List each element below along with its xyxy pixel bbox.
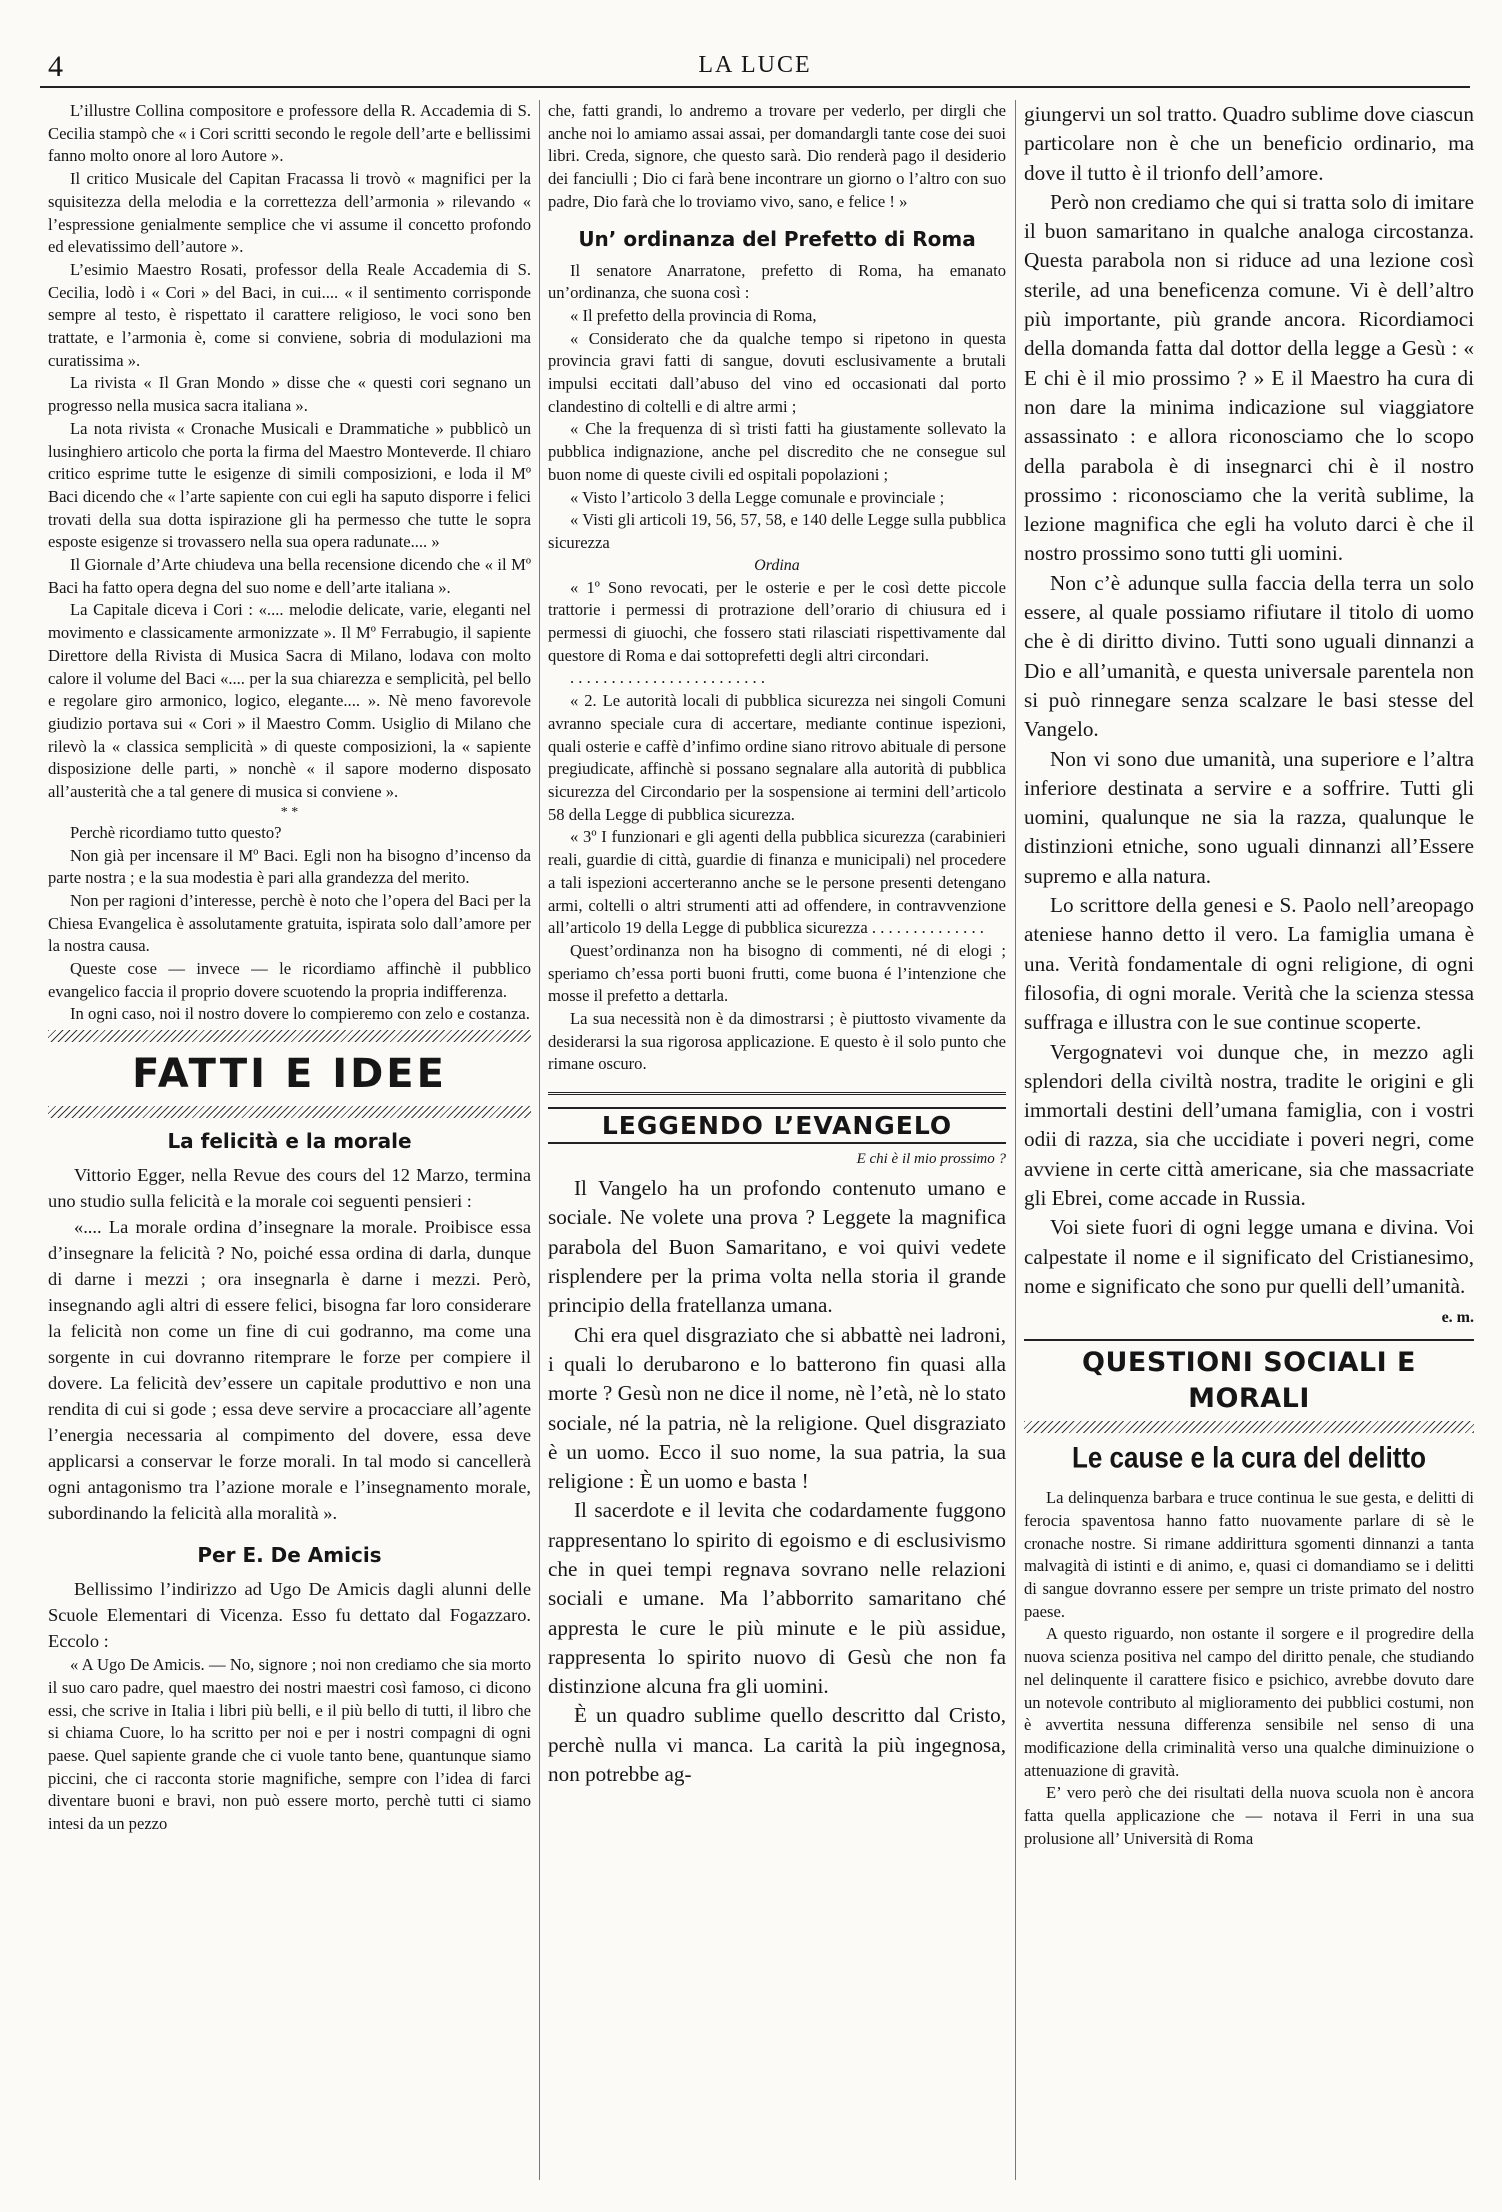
paragraph: Lo scrittore della genesi e S. Paolo nell’areopago ateniese hanno detto il vero. La famiglia umana è una. Verità fondamentale di ogni religione, di ogni filosofia, di ogni morale. Verità che la scienza stessa suffraga e illustra con le sue continue scoperte. [1024,893,1474,1035]
baci-article [48,100,531,1026]
paragraph: « Che la frequenza di sì tristi fatti ha giustamente sollevato la pubblica indignazione, anche pel discredito che ne consegue sul buon nome di queste civili ed ospitali popolazioni ; [548,419,1006,484]
paragraph: Però non crediamo che qui si tratta solo di imitare il buon samaritano in qualche analoga circostanza. Questa parabola non si riduce ad una lezione così sterile, ad una beneficenza comune. Vi è dell’altro più importante, più grande ancora. Ricordiamoci della domanda fatta dal dottor della legge a Gesù : « E chi è il mio prossimo ? » E il Maestro ha cura di non dare la minima indicazione sul viaggiatore assassinato : e allora riconosciamo che lo scopo della parabola è di insegnarci chi è il nostro prossimo : riconosciamo che la verità sublime, la lezione magnifica che egli ha voluto darci è che il nostro prossimo sono tutti gli uomini. [1024,189,1474,566]
section-title-fatti-e-idee: FATTI E IDEE [132,1051,447,1098]
section-rule [548,1092,1006,1095]
paragraph: La Capitale diceva i Cori : «.... melodie delicate, varie, eleganti nel movimento e classicamente armonizzate ». Il Mº Ferrabugio, il sapiente Direttore della Rivista di Musica Sacra di Milano, lodava con molto calore il volume del Baci «.... per la sua chiarezza e semplicità, pel bello e regolare giro armonico, logico, elegante.... ». Nè meno favorevole giudizio portava sui « Cori » il Maestro Comm. Usiglio di Milano che rilevò la « classica semplicità » di queste composizioni, la « sapiente disposizione delle parti, » nonchè « il sapore moderno disposato all’austerità che a tal genere di musica si conviene ». [48,600,531,802]
paragraph: giungervi un sol tratto. Quadro sublime dove ciascun particolare non è che un beneficio ordinario, ma dove il tutto è il trionfo dell’amore. [1024,102,1474,185]
article-title-leggendo: LEGGENDO L’EVANGELO [548,1107,1006,1144]
paragraph: Queste cose — invece — le ricordiamo affinchè il pubblico evangelico faccia il proprio dovere scuotendo la propria indifferenza. [48,959,531,1001]
column-divider [539,100,540,2180]
paragraph: Non c’è adunque sulla faccia della terra un solo essere, al quale possiamo rifiutare il titolo di uomo che è di diritto divino. Tutti sono uguali dinnanzi a Dio e all’umanità, e questa universale parentela non si può rinnegare senza scalzare le basi stesse del Vangelo. [1024,570,1474,742]
page-header [40,50,1470,90]
paragraph: Non vi sono due umanità, una superiore e l’altra inferiore destinata a servire e a soffrire. Tutti gli uomini, qualunque ne sia la razza, qualunque le distinzioni etniche, sono uguali dinnanzi all’Essere supremo e alla natura. [1024,746,1474,888]
column-divider [1015,100,1016,2180]
paragraph: La sua necessità non è da dimostrarsi ; è piuttosto vivamente da desiderarsi la sua rigorosa applicazione. E questo è il solo punto che rimane oscuro. [548,1009,1006,1074]
section-stars: * * [280,804,299,820]
paragraph: Perchè ricordiamo tutto questo? [70,822,282,842]
article-title-ordinanza: Un’ ordinanza del Prefetto di Roma [578,226,976,251]
paragraph: Il senatore Anarratone, prefetto di Roma, ha emanato un’ordinanza, che suona così : [548,260,1006,303]
article-title-amicis: Per E. De Amicis [197,1543,382,1568]
paragraph: Non già per incensare il Mº Baci. Egli non ha bisogno d’incenso da parte nostra ; e la sua modestia è pari alla grandezza del merito. [48,845,531,888]
paragraph: La rivista « Il Gran Mondo » disse che « questi cori segnano un progresso nella musica sacra italiana ». [48,373,531,416]
paragraph: Il sacerdote e il levita che codardamente fuggono rappresentano lo spirito di egoismo e di esclusivismo che in quei tempi regnava sovrano nelle relazioni sociali e umane. Ma l’abborrito samaritano ché appresta le cure le più minute e le più assidue, rappresenta lo spirito nuovo di Gesù che non fa distinzione alcuna fra gli uomini. [548,1498,1006,1699]
paragraph: E’ vero però che dei risultati della nuova scuola non è ancora fatta quella applicazione che — notava il Ferri in una sua prolusione all’ Università di Roma [1024,1783,1474,1848]
paragraph: « Visti gli articoli 19, 56, 57, 58, e 140 delle Legge sulla pubblica sicurezza [548,510,1006,552]
paragraph: Voi siete fuori di ogni legge umana e divina. Voi calpestate il nome e il significato del Cristianesimo, nome e significato che sono pur quelli dell’umanità. [1024,1215,1474,1298]
paragraph: È un quadro sublime quello descritto dal Cristo, perchè nulla vi manca. La carità la più ingegnosa, non potrebbe ag- [548,1703,1006,1787]
paragraph: che, fatti grandi, lo andremo a trovare per vederlo, per dirgli che anche noi lo amiamo assai assai, per domandargli tante cose dei suoi libri. Creda, signore, che questo sarà. Dio renderà pago il desiderio dei fanciulli ; Dio ci farà bene incontrare un giorno o l’altro con suo padre, Dio farà che lo troviamo vivo, sano, e felice ! » [548,101,1006,211]
paragraph: « Considerato che da qualche tempo si ripetono in questa provincia gravi fatti di sangue, dovuti esclusivamente a brutali impulsi eccitati dall’abuso del vino ed occasionati dal porto clandestino di coltelli e di altre armi ; [548,328,1006,416]
paragraph: « 1º Sono revocati, per le osterie e per le così dette piccole trattorie i permessi di protrazione dell’orario di chiusura ed i permessi di giuochi, che fossero stati rilasciati rispettivamente dal questore di Roma e dai sottoprefetti degli altri circondari. [548,577,1006,665]
author-signature: e. m. [1441,1309,1474,1327]
paragraph: La nota rivista « Cronache Musicali e Drammatiche » pubblicò un lusinghiero articolo che porta la firma del Maestro Monteverde. Il chiaro critico esprime tutte le esigenze di simili composizioni, e loda il Mº Baci dicendo che « l’arte sapiente con cui egli ha saputo disporre i felici trovati della sua dotta ispirazione gli ha permesso che tutte le sopra esposte esigenze si trovassero nella sua opera radunate.... » [48,418,531,552]
wavy-divider [48,1106,531,1118]
paragraph: « Visto l’articolo 3 della Legge comunale e provinciale ; [570,487,945,507]
column-3 [1024,100,1474,2190]
paragraph: Chi era quel disgraziato che si abbattè nei ladroni, i quali lo derubarono e lo batterono fin quasi alla morte ? Gesù non ne dice il nome, nè l’età, nè lo stato sociale, né la patria, nè la religione. Quel disgraziato è un uomo. Ecco il suo nome, la sua patria, la sua religione : È un uomo e basta ! [548,1322,1006,1494]
page-number: 4 [48,50,63,83]
paragraph: «.... La morale ordina d’insegnare la morale. Proibisce essa d’insegnare la felicità ? No, poiché essa ordina di darla, dunque di darne i mezzi ; ora insegnarla è darne i mezzi. Però, insegnando agli altri di essere felici, bisogna far loro considerare la felicità non come un fine di cui godranno, ma come una sorgente in cui dovranno ritemprare le forze per compiere il dovere. La felicità dev’essere un capitale produttivo e non una rendita di cui si gode ; essa deve servire a procacciare all’agente l’energia necessaria al compimento del dovere, essa deve applicarsi a conservar le forze morali. In tal modo si cancellerà ogni antagonismo tra l’azione morale e l’insegnamento morale, subordinando la felicità alla moralità ». [48,1217,531,1524]
wavy-divider [1024,1421,1474,1433]
paragraph: In ogni caso, noi il nostro dovere lo compieremo con zelo e costanza. [70,1004,530,1024]
wavy-divider [48,1030,531,1042]
masthead: LA LUCE [698,52,812,78]
paragraph: « A Ugo De Amicis. — No, signore ; noi non crediamo che sia morto il suo caro padre, quel maestro dei nostri maestri così famoso, ci dicono essi, che scrive in Italia i libri più belli, e il più bello di tutti, il libro che si chiama Cuore, lo ha scritto per noi e per i nostri compagni di ogni paese. Quel sapiente grande che ci vuole tanto bene, quantunque siamo piccini, che ci racconta storie magnifiche, sempre con l’idea di farci diventare buoni e bravi, non può essere morto, perchè tutti ci siamo intesi da un pezzo [48,1655,531,1834]
paragraph: La delinquenza barbara e truce continua le sue gesta, e delitti di ferocia spaventosa hanno fatto nuovamente parlare di sè le cronache nostre. Si rimane addirittura sgomenti dinnanzi a tanta malvagità di istinti e di animo, e, quasi ci domandiamo se i delitti di sangue dovranno essere per sempre un triste primato del nostro paese. [1024,1488,1474,1621]
paragraph: Vergognatevi voi dunque che, in mezzo agli splendori della civiltà nostra, tradite le origini e gli immortali destini dell’umana famiglia, con i vostri odii di razza, sia che uccidiate i poveri negri, come avviene in certe città americane, sia che massacriate gli Ebrei, come accade in Russia. [1024,1039,1474,1210]
paragraph: Non per ragioni d’interesse, perchè è noto che l’opera del Baci per la Chiesa Evangelica è assolutamente gratuita, ispirata solo dall’amore per la nostra causa. [48,890,531,956]
paragraph: « 2. Le autorità locali di pubblica sicurezza nei singoli Comuni avranno speciale cura di accertare, mediante continue ispezioni, quali osterie e caffè d’infimo ordine siano ritrovo abituale di persone pregiudicate, affinchè si possano segnalare alla autorità di pubblica sicurezza del Circondario per la sospensione ai termini dell’articolo 58 della Legge di pubblica sicurezza. [548,691,1006,824]
ellipsis-line: . . . . . . . . . . . . . . . . . . . . . . . . [570,668,765,688]
column-1 [48,100,531,2190]
article-title-felicita: La felicità e la morale [167,1129,412,1154]
header-rule [40,86,1470,88]
ordina-heading: Ordina [754,556,800,574]
column-2 [548,100,1006,2190]
paragraph: Il critico Musicale del Capitan Fracassa li trovò « magnifici per la squisitezza della melodia e la correttezza dell’armonia » rilevando « l’espressione genialmente semplice che vi assume il concetto profondo ed elevatissimo dell’autore ». [48,169,531,257]
section-title-questioni: QUESTIONI SOCIALI E MORALI [1024,1339,1474,1417]
article-title-cause: Le cause e la cura del delitto [1071,1439,1427,1475]
paragraph: L’illustre Collina compositore e professore della R. Accademia di S. Cecilia stampò che « i Cori scritti secondo le regole dell’arte e bellissimi fanno molto onore al loro Autore ». [48,101,531,166]
paragraph: « 3º I funzionari e gli agenti della pubblica sicurezza (carabinieri reali, guardie di città, guardie di finanza e municipali) nel procedere a tali ispezioni accerteranno anche se le persone presenti detengano armi, coltelli o altri strumenti atti ad offendere, in contravvenzione all’articolo 19 della Legge di pubblica sicurezza . . . . . . . . . . . . . . [548,827,1006,938]
paragraph: Il Giornale d’Arte chiudeva una bella recensione dicendo che « il Mº Baci ha fatto opera degna del suo nome e dell’arte italiana ». [48,555,531,597]
paragraph: Vittorio Egger, nella Revue des cours del 12 Marzo, termina uno studio sulla felicità e la morale coi seguenti pensieri : [48,1165,531,1212]
paragraph: L’esimio Maestro Rosati, professor della Reale Accademia di S. Cecilia, lodò i « Cori » del Baci, in cui.... « il sentimento corrisponde sempre al testo, è rispettato il carattere religioso, le voci sono ben trattate, e l’armonia è, come si conviene, sobria di modulazioni ma curatissima ». [48,259,531,370]
paragraph: A questo riguardo, non ostante il sorgere e il progredire della nuova scienza positiva nel campo del diritto penale, che studiando nel delinquente il carattere fisico e psichico, avrebbe dovuto dare un notevole contributo al miglioramento dei pubblici costumi, non è avvertita nessuna differenza sensibile nel senso di una modificazione della criminalità verso una qualche diminuizione o attenuazione di gravità. [1024,1624,1474,1780]
paragraph: « Il prefetto della provincia di Roma, [570,305,817,325]
epigraph: E chi è il mio prossimo ? [856,1151,1006,1168]
paragraph: Bellissimo l’indirizzo ad Ugo De Amicis dagli alunni delle Scuole Elementari di Vicenza. Esso fu dettato dal Fogazzaro. Eccolo : [48,1579,531,1652]
paragraph: Il Vangelo ha un profondo contenuto umano e sociale. Ne volete una prova ? Leggete la magnifica parabola del Buon Samaritano, e voi quivi vedete risplendere per la prima volta nella storia il grande principio della fratellanza umana. [548,1176,1006,1318]
paragraph: Quest’ordinanza non ha bisogno di commenti, né di elogi ; speriamo ch’essa porti buoni frutti, come buona é l’intenzione che mosse il prefetto a dettarla. [548,940,1006,1006]
